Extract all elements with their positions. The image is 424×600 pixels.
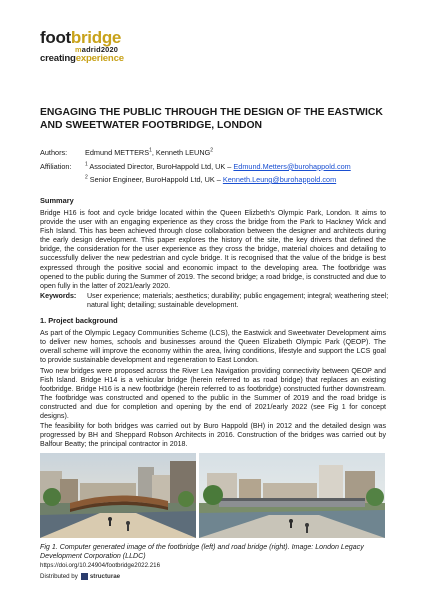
authors-label: Authors:	[40, 148, 68, 157]
summary-body: Bridge H16 is foot and cycle bridge located within the Queen Elizbeth’s Olympic Park, London. It aims to provide the user with an engaging experience as they cross the bridge from the Park to Hackney Wick and Fish Island. This has been achieved through close collaboration between the designer and architects during the early design development. This paper explores the history of the site, the key drivers that defined the bridge, the consideration for the user experience as they cross the bridge, material choices and detailing to successfully deliver the new pedestrian and cycle bridge. It is recognised that the value of the bridge is best expressed through the positive social and economic impact to the developing area. The footbridge was opened to the public during the Summer of 2019. The second bridge; a road bridge, is constructed and due to open fully in the latter of 2021/early 2020.	[40, 209, 386, 290]
affiliation-label: Affiliation:	[40, 161, 72, 171]
logo-line-3: creatingexperience	[40, 53, 124, 64]
section-1-paragraph-3: The feasibility for both bridges was carried out by Buro Happold (BH) in 2012 and the detailed design was progressed by BH and Sheppard Robson Architects in 2016. Construction of the bridges was carried out by Balfour Beatty; the principal contractor in 2018.	[40, 422, 386, 449]
doi-link[interactable]: https://doi.org/10.24904/footbridge2022.216	[40, 562, 161, 569]
keywords-text: User experience; materials; aesthetics; durability; public engagement; integral; weathering steel; natural light; detailing; sustainable development.	[87, 292, 389, 310]
logo-line-2: madrid2020	[75, 45, 119, 54]
section-1-paragraph-2: Two new bridges were proposed across the River Lea Navigation providing connectivity between QEOP and Fish Island. Bridge H14 is a vehicular bridge (herein referred to as road bridge) that replaces an existing footbridge. Bridge H16 is a new footbridge (herein referred to as footbridge) constructed further downstream. The footbridge was constructed and opened to the public in the Summer of 2019 and the road bridge is constructed and due for completion and opening by the end of 2021/early 2022 (see Fig 1 for concept designs).	[40, 367, 386, 421]
author-names: Edmund METTERS$^1$, Kenneth LEUNG$^2$	[85, 147, 214, 157]
email-link-1[interactable]: Edmund.Metters@burohappold.com	[233, 161, 351, 171]
figure-image-footbridge	[40, 453, 196, 538]
distributed-label: Distributed by	[40, 573, 78, 580]
publisher-logo: structurae	[81, 573, 120, 580]
affiliation-2: $^2$ Senior Engineer, BuroHappold Ltd, UK – Kenneth.Leung@burohappold.com	[85, 174, 337, 184]
section-1-heading: 1. Project background	[40, 316, 118, 325]
conference-logo	[40, 30, 150, 66]
keywords	[40, 292, 390, 310]
paper-title: ENGAGING THE PUBLIC THROUGH THE DESIGN OF THE EASTWICK AND SWEETWATER FOOTBRIDGE, LONDON	[40, 107, 383, 131]
publisher-logo-icon	[81, 573, 88, 580]
email-link-2[interactable]: Kenneth.Leung@burohappold.com	[222, 175, 337, 184]
logo-line-1: footbridge	[40, 28, 122, 47]
figure-caption: Fig 1. Computer generated image of the footbridge (left) and road bridge (right). Image: London Legacy Development Corporation (LLDC)	[40, 543, 364, 560]
affiliation-1: $^1$ Associated Director, BuroHappold Ltd, UK – Edmund.Metters@burohappold.com	[85, 161, 351, 171]
distributed-by	[40, 573, 120, 580]
figure-image-road-bridge	[199, 453, 385, 538]
summary-heading: Summary	[40, 196, 74, 205]
authors-block	[40, 148, 400, 189]
keywords-label: Keywords:	[40, 292, 77, 300]
section-1-paragraph-1: As part of the Olympic Legacy Communities Scheme (LCS), the Eastwick and Sweetwater Development aims to deliver new homes, schools and businesses around the Queen Elizabeth Olympic Park (QEOP). The overall scheme will improve the economy within the area, living conditions, lifestyle and support the LCS goal to provide sustainable development and regeneration to East London.	[40, 329, 386, 365]
